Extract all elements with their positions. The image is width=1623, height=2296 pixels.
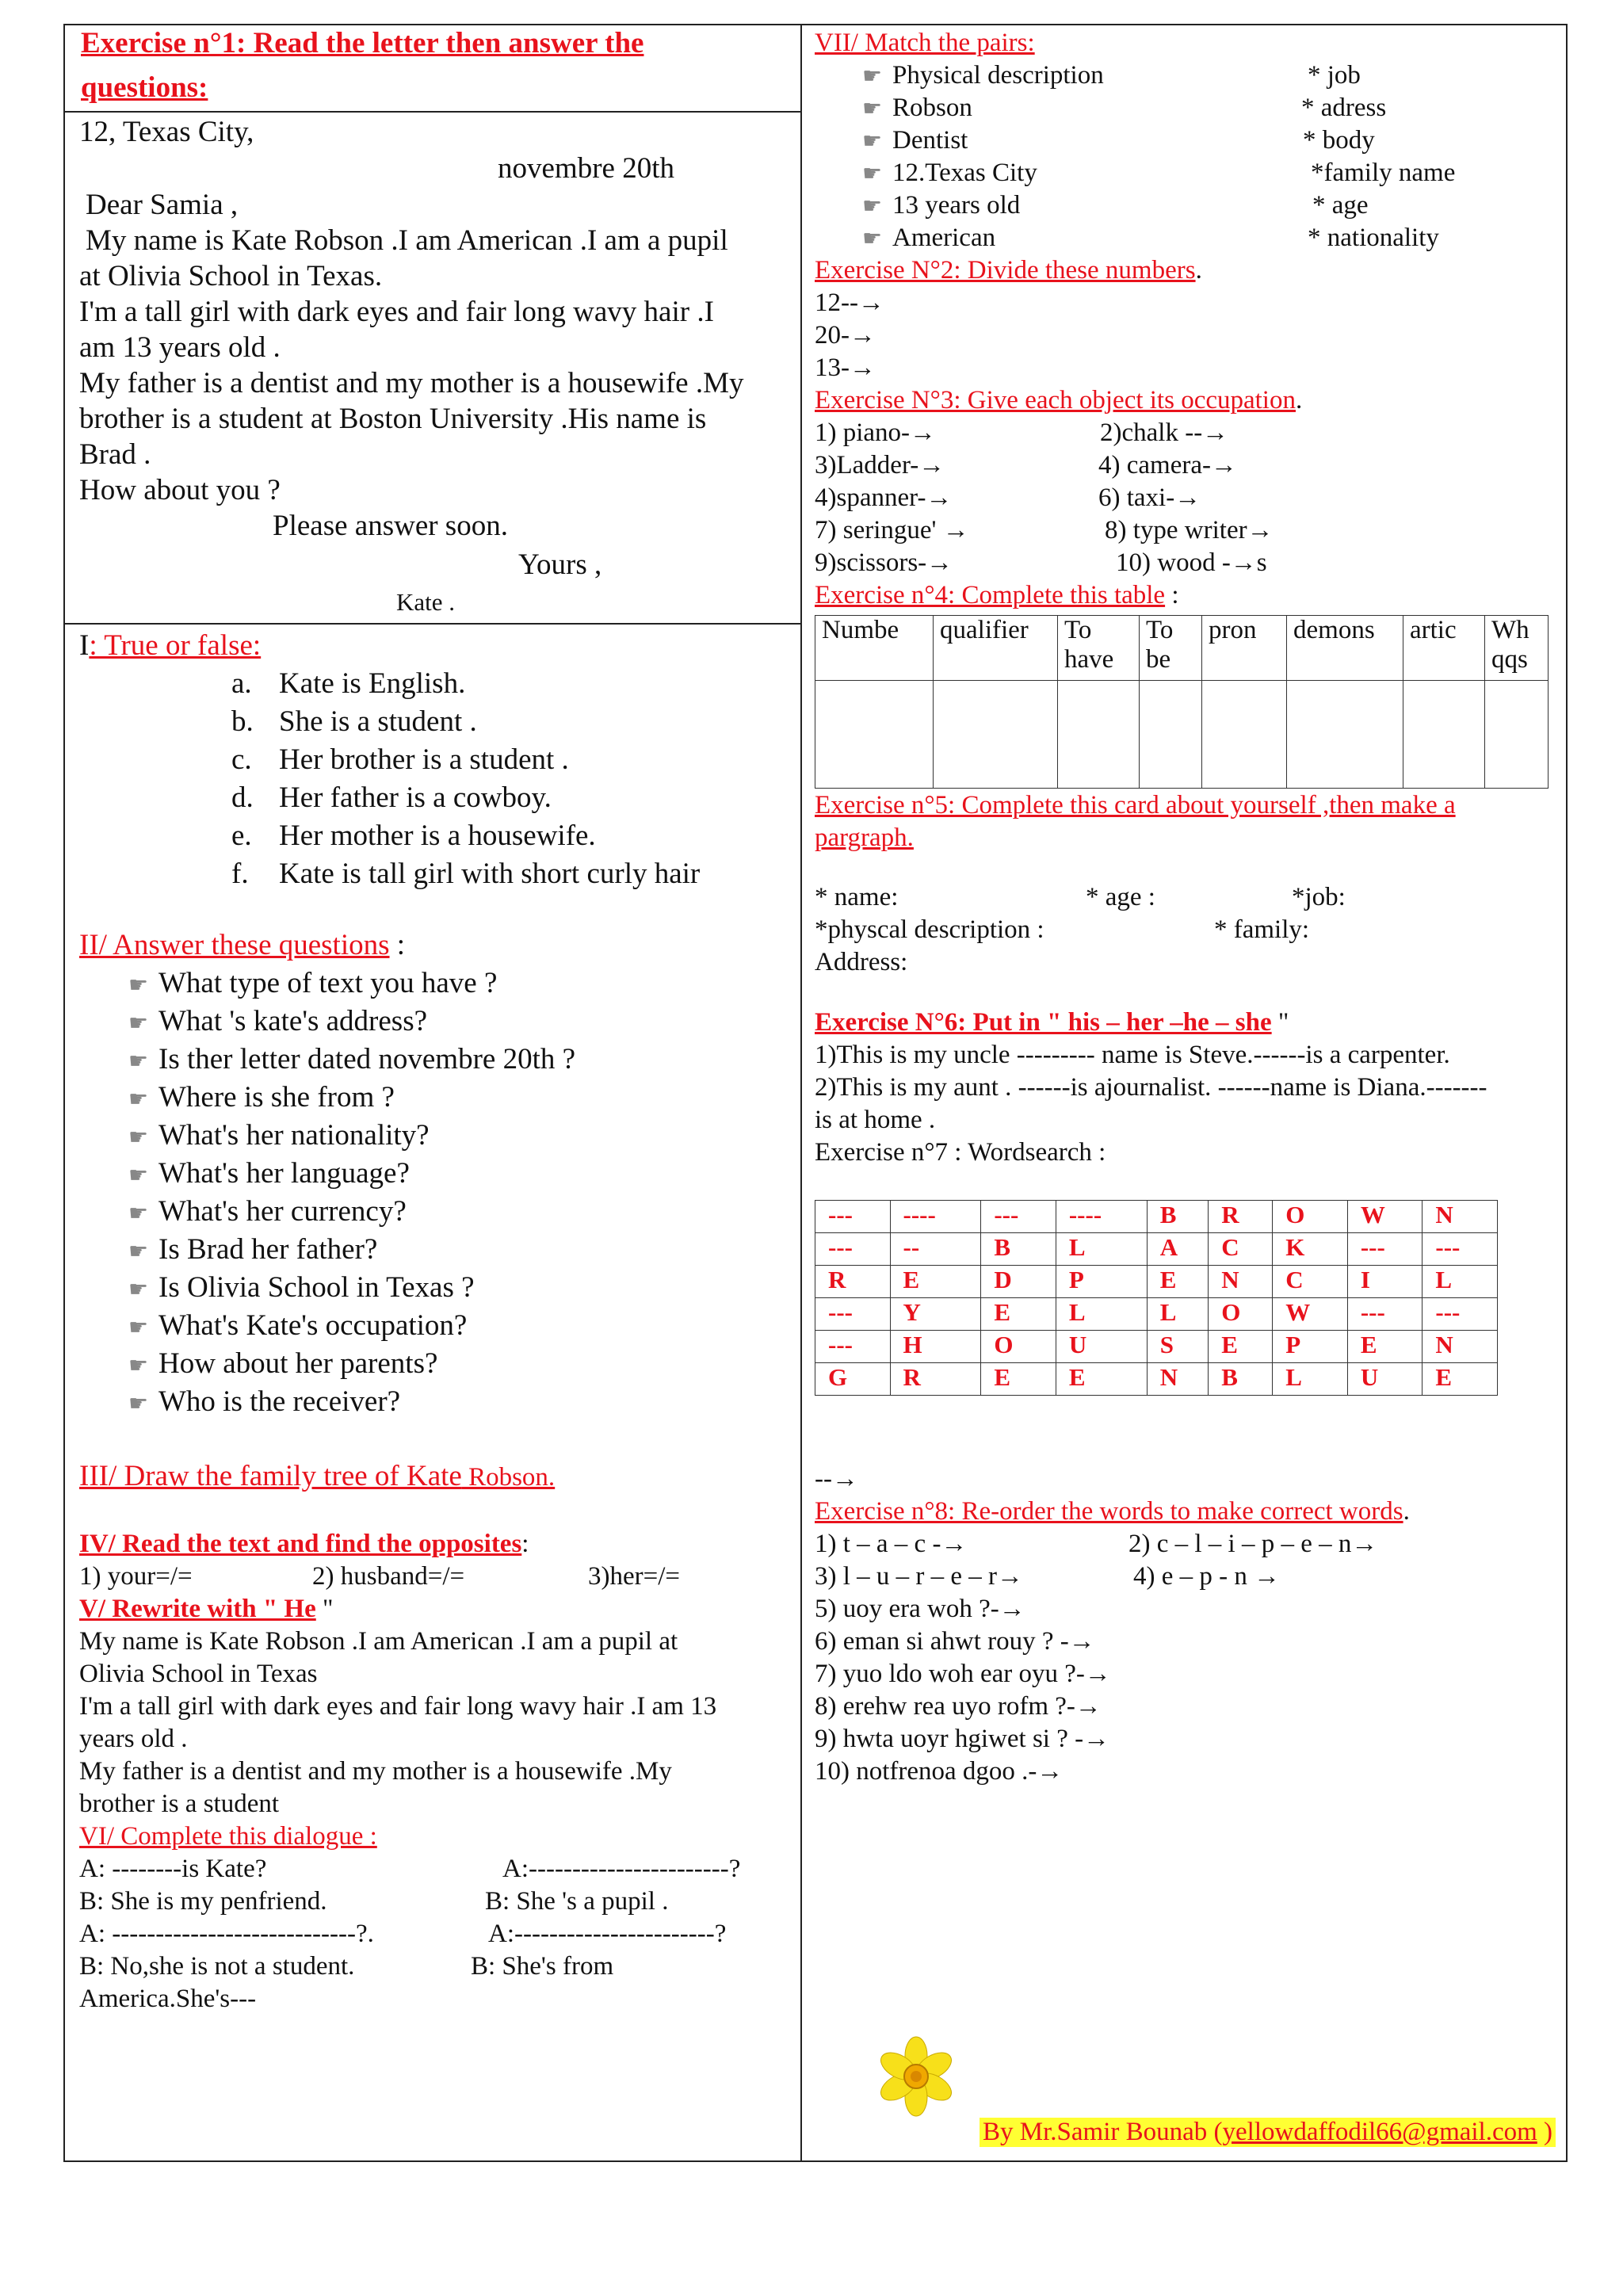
grid-cell: R [890, 1363, 981, 1396]
pointer-icon: ☛ [128, 1316, 149, 1340]
letter-yours: Yours , [518, 548, 602, 581]
grid-cell: O [1209, 1298, 1273, 1331]
letter-line: How about you ? [79, 474, 281, 506]
author-credit: By Mr.Samir Bounab (yellowdaffodil66@gmail.com ) [980, 2118, 1556, 2147]
letter-line: My father is a dentist and my mother is a housewife .My [79, 367, 744, 399]
grid-cell: --- [1423, 1298, 1498, 1331]
grid-row [815, 1331, 1498, 1363]
pronouns-line: 2)This is my aunt . ------is ajournalist. ------name is Diana.------- [815, 1073, 1487, 1102]
list-item: *family name [1311, 159, 1456, 187]
letter-closing: Please answer soon. [273, 510, 508, 542]
grid-cell: E [1147, 1266, 1209, 1298]
grid-cell: R [815, 1266, 891, 1298]
list-item: d. Her father is a cowboy. [231, 781, 552, 814]
table-header-cell: artic [1403, 616, 1485, 681]
list-item: ☛ Dentist [862, 126, 968, 155]
pointer-icon: ☛ [128, 1392, 149, 1416]
reorder-item: 9) hwta uoyr hgiwet si ? -→ [815, 1725, 1110, 1753]
table-header-cell: demons [1287, 616, 1403, 681]
table-header-cell: To be [1140, 616, 1202, 681]
pointer-icon: ☛ [862, 227, 883, 251]
rewrite-line: Olivia School in Texas [79, 1660, 318, 1688]
grid-cell: E [1347, 1331, 1423, 1363]
letter-line: My name is Kate Robson .I am American .I am a pupil [86, 224, 728, 257]
list-item: ☛ What type of text you have ? [128, 967, 498, 999]
grid-cell: W [1273, 1298, 1348, 1331]
divide-item: 12--→ [815, 288, 884, 317]
dialogue-line: B: No,she is not a student. [79, 1952, 355, 1981]
rewrite-line: years old . [79, 1725, 188, 1753]
grid-cell: L [1056, 1233, 1147, 1266]
grid-cell: O [1273, 1201, 1348, 1233]
list-item: ☛ Is ther letter dated novembre 20th ? [128, 1043, 576, 1075]
grid-cell: U [1347, 1363, 1423, 1396]
grid-cell: E [1209, 1331, 1273, 1363]
card-title-line2: pargraph. [815, 823, 914, 852]
dialogue-line: A: --------is Kate? [79, 1855, 267, 1883]
reorder-item: 3) l – u – r – e – r→ [815, 1562, 1024, 1591]
divide-item: 13-→ [815, 353, 876, 382]
table-header-cell: Numbe [815, 616, 934, 681]
dialogue-line: B: She is my penfriend. [79, 1887, 327, 1916]
list-item: a. Kate is English. [231, 667, 466, 700]
grid-cell: P [1056, 1266, 1147, 1298]
grid-cell: --- [1423, 1233, 1498, 1266]
grid-cell: G [815, 1363, 891, 1396]
table-cell [1485, 681, 1549, 789]
grid-cell: L [1423, 1266, 1498, 1298]
list-item: ☛ 12.Texas City [862, 159, 1037, 187]
grid-cell: B [1209, 1363, 1273, 1396]
rewrite-line: My father is a dentist and my mother is a housewife .My [79, 1757, 672, 1786]
grid-cell: --- [1347, 1298, 1423, 1331]
reorder-item: 10) notfrenoa dgoo .-→ [815, 1757, 1064, 1786]
table-header-cell: qualifier [934, 616, 1058, 681]
grid-cell: -- [890, 1233, 981, 1266]
grid-cell: B [1147, 1201, 1209, 1233]
divider [65, 111, 800, 113]
pointer-icon: ☛ [128, 1049, 149, 1074]
worksheet [63, 24, 1568, 2162]
wordsearch-grid [815, 1200, 1498, 1396]
letter-greeting: Dear Samia , [86, 189, 239, 221]
grid-cell: E [1056, 1363, 1147, 1396]
grid-cell: C [1209, 1233, 1273, 1266]
opposites-item: 3)her=/= [588, 1562, 681, 1591]
reorder-item: 5) uoy era woh ?-→ [815, 1595, 1025, 1623]
grid-cell: E [1423, 1363, 1498, 1396]
wordsearch-answer: --→ [815, 1465, 858, 1493]
reorder-item: 4) e – p - n → [1133, 1562, 1281, 1591]
list-item: ☛ What's her language? [128, 1157, 410, 1190]
list-item: ☛ Is Brad her father? [128, 1233, 378, 1266]
table-cell [1287, 681, 1403, 789]
divide-title: Exercise N°2: Divide these numbers. [815, 256, 1202, 285]
grid-cell: --- [815, 1201, 891, 1233]
table-cell [1202, 681, 1287, 789]
dialogue-line: A:-----------------------? [502, 1855, 741, 1883]
true-false-title: I: True or false: [79, 629, 262, 662]
grid-cell: C [1273, 1266, 1348, 1298]
grid-cell: Y [890, 1298, 981, 1331]
list-item: c. Her brother is a student . [231, 743, 569, 776]
grid-cell: N [1423, 1201, 1498, 1233]
rewrite-line: brother is a student [79, 1790, 280, 1818]
grid-cell: K [1273, 1233, 1348, 1266]
pointer-icon: ☛ [862, 162, 883, 186]
list-item: ☛ Robson [862, 94, 972, 122]
divide-item: 20-→ [815, 321, 876, 350]
grid-cell: I [1347, 1266, 1423, 1298]
letter-date: novembre 20th [498, 152, 674, 185]
dialogue-line: A: ----------------------------?. [79, 1920, 374, 1948]
table-cell [1140, 681, 1202, 789]
grid-row [815, 1363, 1498, 1396]
table-header-row [815, 616, 1549, 681]
grid-cell: R [1209, 1201, 1273, 1233]
table-cell [1058, 681, 1140, 789]
letter-line: I'm a tall girl with dark eyes and fair long wavy hair .I [79, 296, 714, 328]
table-header-cell: To have [1058, 616, 1140, 681]
pointer-icon: ☛ [128, 1087, 149, 1112]
reorder-title: Exercise n°8: Re-order the words to make correct words. [815, 1497, 1410, 1526]
grid-row [815, 1233, 1498, 1266]
occupation-item: 7) seringue' → [815, 516, 969, 544]
list-item: * adress [1301, 94, 1387, 122]
grid-cell: --- [1347, 1233, 1423, 1266]
table-cell [1403, 681, 1485, 789]
pointer-icon: ☛ [128, 1354, 149, 1378]
occupation-title: Exercise N°3: Give each object its occupation. [815, 386, 1303, 415]
list-item: e. Her mother is a housewife. [231, 819, 596, 852]
grid-cell: E [890, 1266, 981, 1298]
letter-line: at Olivia School in Texas. [79, 260, 383, 292]
grid-cell: N [1209, 1266, 1273, 1298]
pronouns-line: is at home . [815, 1106, 936, 1134]
letter-line: Brad . [79, 438, 151, 471]
list-item: ☛ American [862, 223, 996, 252]
grid-cell: O [981, 1331, 1056, 1363]
grid-cell: --- [815, 1233, 891, 1266]
table-title: Exercise n°4: Complete this table : [815, 581, 1179, 609]
pointer-icon: ☛ [128, 1240, 149, 1264]
grid-cell: L [1147, 1298, 1209, 1331]
table-cell [934, 681, 1058, 789]
list-item: * nationality [1308, 223, 1439, 252]
table-row [815, 681, 1549, 789]
email-link[interactable]: yellowdaffodil66@gmail.com [1222, 2118, 1537, 2146]
reorder-item: 6) eman si ahwt rouy ? -→ [815, 1627, 1095, 1656]
grid-cell: --- [981, 1201, 1056, 1233]
grid-cell: B [981, 1233, 1056, 1266]
grid-cell: L [1273, 1363, 1348, 1396]
occupation-item: 10) wood -→s [1116, 548, 1267, 577]
grid-cell: --- [815, 1331, 891, 1363]
list-item: * body [1303, 126, 1375, 155]
grid-cell: H [890, 1331, 981, 1363]
list-item: ☛ What 's kate's address? [128, 1005, 428, 1037]
grid-cell: E [981, 1363, 1056, 1396]
dialogue-line: America.She's--- [79, 1985, 257, 2013]
reorder-item: 2) c – l – i – p – e – n→ [1128, 1530, 1378, 1558]
occupation-item: 3)Ladder-→ [815, 451, 945, 479]
grid-cell: D [981, 1266, 1056, 1298]
letter-line: am 13 years old . [79, 331, 281, 364]
pointer-icon: ☛ [128, 973, 149, 998]
table-header-cell: pron [1202, 616, 1287, 681]
list-item: ☛ What's her currency? [128, 1195, 407, 1228]
table-header-cell: Wh qqs [1485, 616, 1549, 681]
pronouns-title: Exercise N°6: Put in " his – her –he – she " [815, 1008, 1289, 1037]
card-field: * name: [815, 883, 899, 911]
card-field: Address: [815, 948, 908, 976]
list-item: * age [1312, 191, 1369, 220]
questions-title: II/ Answer these questions : [79, 929, 406, 961]
grid-cell: L [1056, 1298, 1147, 1331]
grid-cell: A [1147, 1233, 1209, 1266]
letter-signature: Kate . [396, 588, 456, 616]
occupation-item: 1) piano-→ [815, 418, 937, 447]
card-field: *physcal description : [815, 915, 1044, 944]
grid-row [815, 1201, 1498, 1233]
list-item: * job [1308, 61, 1361, 90]
occupation-item: 4)spanner-→ [815, 483, 953, 512]
grid-row [815, 1266, 1498, 1298]
wordsearch-title: Exercise n°7 : Wordsearch : [815, 1138, 1106, 1167]
family-tree-title: III/ Draw the family tree of Kate Robson. [79, 1460, 556, 1492]
match-title: VII/ Match the pairs: [815, 29, 1035, 57]
list-item: ☛ How about her parents? [128, 1347, 438, 1380]
grid-cell: W [1347, 1201, 1423, 1233]
column-divider [800, 25, 802, 2160]
pointer-icon: ☛ [128, 1278, 149, 1302]
list-item: ☛ Physical description [862, 61, 1104, 90]
pointer-icon: ☛ [128, 1201, 149, 1226]
list-item: ☛ Who is the receiver? [128, 1385, 401, 1418]
rewrite-line: I'm a tall girl with dark eyes and fair long wavy hair .I am 13 [79, 1692, 717, 1721]
opposites-item: 1) your=/= [79, 1562, 193, 1591]
table-cell [815, 681, 934, 789]
grid-cell: ---- [1056, 1201, 1147, 1233]
divider [65, 623, 800, 625]
letter-line: brother is a student at Boston University .His name is [79, 403, 707, 435]
pointer-icon: ☛ [128, 1125, 149, 1150]
exercise1-title-line2: questions: [81, 71, 208, 104]
rewrite-title: V/ Rewrite with " He " [79, 1595, 334, 1623]
occupation-item: 6) taxi-→ [1098, 483, 1201, 512]
grid-cell: U [1056, 1331, 1147, 1363]
occupation-item: 4) camera-→ [1098, 451, 1237, 479]
reorder-item: 7) yuo ldo woh ear oyu ?-→ [815, 1660, 1111, 1688]
list-item: f. Kate is tall girl with short curly hair [231, 858, 701, 890]
card-field: * age : [1086, 883, 1155, 911]
list-item: ☛ What's Kate's occupation? [128, 1309, 468, 1342]
reorder-item: 8) erehw rea uyo rofm ?-→ [815, 1692, 1102, 1721]
list-item: ☛ Where is she from ? [128, 1081, 395, 1114]
list-item: ☛ Is Olivia School in Texas ? [128, 1271, 475, 1304]
dialogue-title: VI/ Complete this dialogue : [79, 1822, 377, 1851]
exercise1-title-line1: Exercise n°1: Read the letter then answer the [81, 27, 644, 59]
grid-cell: P [1273, 1331, 1348, 1363]
pointer-icon: ☛ [128, 1011, 149, 1036]
grid-cell: ---- [890, 1201, 981, 1233]
card-field: *job: [1292, 883, 1346, 911]
occupation-item: 8) type writer→ [1105, 516, 1274, 544]
pronouns-line: 1)This is my uncle --------- name is Steve.------is a carpenter. [815, 1041, 1450, 1069]
opposites-item: 2) husband=/= [312, 1562, 465, 1591]
grid-cell: N [1423, 1331, 1498, 1363]
card-title-line1: Exercise n°5: Complete this card about yourself ,then make a [815, 791, 1456, 819]
pointer-icon: ☛ [862, 97, 883, 121]
dialogue-line: A:-----------------------? [488, 1920, 727, 1948]
pointer-icon: ☛ [862, 129, 883, 154]
dialogue-line: B: She's from [471, 1952, 614, 1981]
occupation-item: 9)scissors-→ [815, 548, 953, 577]
list-item: b. She is a student . [231, 705, 477, 738]
pointer-icon: ☛ [128, 1163, 149, 1188]
grid-cell: N [1147, 1363, 1209, 1396]
opposites-title: IV/ Read the text and find the opposites: [79, 1530, 529, 1558]
letter-address: 12, Texas City, [79, 116, 254, 148]
grid-cell: S [1147, 1331, 1209, 1363]
daffodil-icon [875, 2035, 957, 2118]
grid-row [815, 1298, 1498, 1331]
card-field: * family: [1214, 915, 1310, 944]
list-item: ☛ 13 years old [862, 191, 1021, 220]
pointer-icon: ☛ [862, 194, 883, 219]
grid-cell: --- [815, 1298, 891, 1331]
list-item: ☛ What's her nationality? [128, 1119, 430, 1152]
dialogue-line: B: She 's a pupil . [485, 1887, 669, 1916]
grid-cell: E [981, 1298, 1056, 1331]
reorder-item: 1) t – a – c -→ [815, 1530, 968, 1558]
occupation-item: 2)chalk --→ [1100, 418, 1229, 447]
grammar-table [815, 615, 1549, 789]
rewrite-line: My name is Kate Robson .I am American .I am a pupil at [79, 1627, 678, 1656]
pointer-icon: ☛ [862, 64, 883, 89]
